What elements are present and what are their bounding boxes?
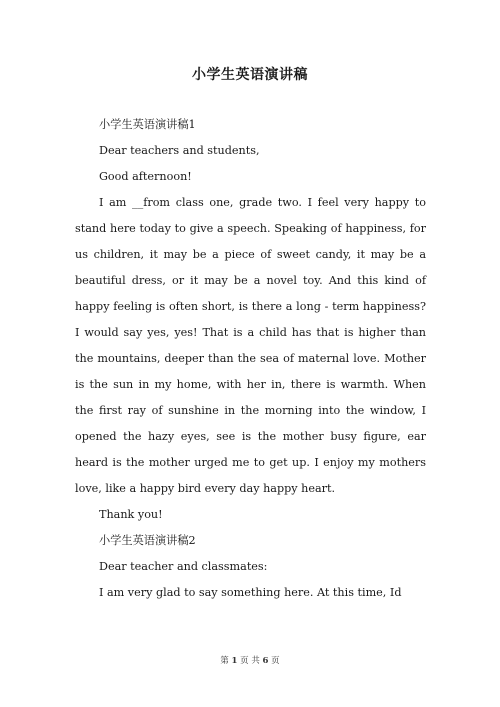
document-body <box>75 112 426 606</box>
footer-page-number: 1 <box>231 656 238 666</box>
speech-paragraph: I am __from class one, grade two. I feel very happy to stand here today to give a speech. Speaking of happiness, for us children, it may be a piece of sweet candy, it may be a beautiful dress, or it may be a novel toy. And this kind of happy feeling is often short, is there a long - term happiness? I would say yes, yes! That is a child has that is higher than the mountains, deeper than the sea of maternal love. Mother is the sun in my home, with her in, there is warmth. When the first ray of sunshine in the morning into the window, I opened the hazy eyes, see is the mother busy figure, ear heard is the mother urged me to get up. I enjoy my mothers love, like a happy bird every day happy heart. <box>75 196 426 495</box>
page-footer <box>0 654 500 666</box>
footer-prefix: 第 <box>220 656 229 666</box>
footer-middle: 页 共 <box>240 656 260 666</box>
footer-suffix: 页 <box>271 656 280 666</box>
greeting: Good afternoon! <box>99 170 192 183</box>
closing-thanks: Thank you! <box>99 508 163 521</box>
section-heading-1: 小学生英语演讲稿1 <box>99 118 196 131</box>
section-heading-2: 小学生英语演讲稿2 <box>99 534 196 547</box>
speech-paragraph-2-start: I am very glad to say something here. At this time, Id <box>99 586 402 599</box>
salutation-2: Dear teacher and classmates: <box>99 560 268 573</box>
page-title: 小学生英语演讲稿 <box>192 67 308 83</box>
salutation-1: Dear teachers and students, <box>99 144 260 157</box>
footer-total-pages: 6 <box>262 656 269 666</box>
